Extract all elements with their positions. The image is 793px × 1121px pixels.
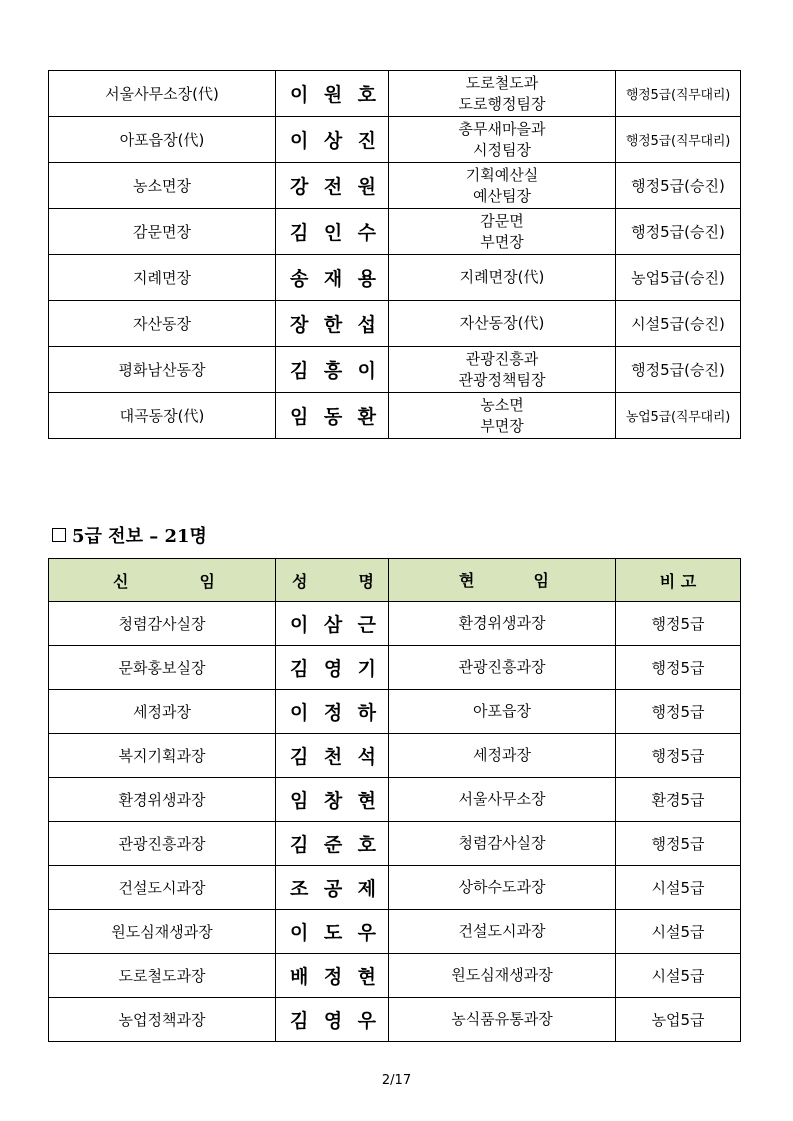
- new-post-cell: 원도심재생과장: [49, 910, 276, 954]
- current-post-cell: [389, 347, 616, 393]
- person-name: [276, 874, 388, 901]
- table-row: [49, 910, 741, 954]
- current-post-line: 농소면: [480, 395, 524, 414]
- name-char: 재: [323, 268, 343, 290]
- current-post-line: 기획예산실: [465, 165, 539, 184]
- name-char: 진: [357, 130, 376, 152]
- current-post-line: 자산동장(代): [459, 314, 545, 332]
- new-post-cell: 관광진흥과장: [49, 822, 276, 866]
- current-post-line: 예산팀장: [473, 186, 531, 205]
- table-row: [49, 822, 741, 866]
- name-char: 우: [357, 1010, 376, 1032]
- new-post-cell: 아포읍장(代): [49, 117, 276, 163]
- note-cell: 행정5급(승진): [616, 209, 741, 255]
- new-post-cell: 평화남산동장: [49, 347, 276, 393]
- name-cell: [276, 71, 389, 117]
- name-char: 하: [357, 702, 376, 724]
- name-cell: [276, 954, 389, 998]
- header-name: 성 명: [276, 559, 389, 602]
- current-post-cell: 농식품유통과장: [389, 998, 616, 1042]
- name-char: 용: [357, 268, 376, 290]
- name-char: 정: [323, 966, 343, 988]
- name-char: 김: [290, 222, 309, 244]
- note-cell: 행정5급: [616, 822, 741, 866]
- table-row: [49, 954, 741, 998]
- name-cell: [276, 117, 389, 163]
- name-cell: [276, 822, 389, 866]
- current-post-cell: [389, 71, 616, 117]
- name-char: 도: [323, 922, 343, 944]
- table-row: [49, 602, 741, 646]
- name-cell: [276, 778, 389, 822]
- new-post-cell: 농소면장: [49, 163, 276, 209]
- header-current-post: 현 임: [389, 559, 616, 602]
- current-post-line: 부면장: [480, 232, 524, 251]
- name-char: 송: [290, 268, 309, 290]
- name-cell: [276, 393, 389, 439]
- new-post-cell: 감문면장: [49, 209, 276, 255]
- current-post-cell: 건설도시과장: [389, 910, 616, 954]
- name-char: 김: [290, 746, 309, 768]
- note-cell: 농업5급: [616, 998, 741, 1042]
- person-name: [276, 918, 388, 945]
- name-cell: [276, 255, 389, 301]
- current-post-cell: [389, 163, 616, 209]
- current-post-cell: 관광진흥과장: [389, 646, 616, 690]
- person-name: [276, 654, 388, 681]
- name-char: 이: [290, 702, 309, 724]
- note-cell: 행정5급: [616, 646, 741, 690]
- note-cell: 농업5급(직무대리): [616, 393, 741, 439]
- section-title-text: 5급 전보 – 21명: [72, 526, 207, 547]
- name-char: 호: [357, 84, 376, 106]
- name-char: 동: [323, 406, 343, 428]
- current-post-cell: 서울사무소장: [389, 778, 616, 822]
- person-name: [276, 218, 388, 245]
- name-char: 상: [323, 130, 343, 152]
- table-row: [49, 866, 741, 910]
- person-name: [276, 698, 388, 725]
- new-post-cell: 농업정책과장: [49, 998, 276, 1042]
- name-char: 임: [290, 790, 309, 812]
- new-post-cell: 환경위생과장: [49, 778, 276, 822]
- name-char: 이: [290, 922, 309, 944]
- name-char: 이: [290, 130, 309, 152]
- name-char: 영: [323, 658, 343, 680]
- table-row: [49, 301, 741, 347]
- name-char: 호: [357, 834, 376, 856]
- table-header-row: [49, 559, 741, 602]
- note-cell: 시설5급: [616, 954, 741, 998]
- header-note: 비 고: [616, 559, 741, 602]
- note-cell: 환경5급: [616, 778, 741, 822]
- name-char: 섭: [357, 314, 376, 336]
- person-name: [276, 356, 388, 383]
- person-name: [276, 172, 388, 199]
- table-row: [49, 646, 741, 690]
- table-row: [49, 998, 741, 1042]
- name-char: 전: [323, 176, 343, 198]
- name-char: 제: [357, 878, 376, 900]
- current-post-line: 감문면: [480, 211, 524, 230]
- new-post-cell: 도로철도과장: [49, 954, 276, 998]
- current-post-cell: 원도심재생과장: [389, 954, 616, 998]
- name-char: 우: [357, 922, 376, 944]
- current-post-line: 총무새마을과: [458, 119, 546, 138]
- name-cell: [276, 998, 389, 1042]
- checkbox-icon: [52, 528, 66, 542]
- name-char: 현: [357, 790, 376, 812]
- current-post-line: 관광진흥과: [465, 349, 539, 368]
- name-char: 기: [357, 658, 376, 680]
- name-char: 창: [323, 790, 343, 812]
- new-post-cell: 복지기획과장: [49, 734, 276, 778]
- name-char: 정: [323, 702, 343, 724]
- new-post-cell: 문화홍보실장: [49, 646, 276, 690]
- name-char: 장: [290, 314, 309, 336]
- name-char: 준: [323, 834, 343, 856]
- new-post-cell: 자산동장: [49, 301, 276, 347]
- name-char: 원: [357, 176, 376, 198]
- new-post-cell: 청렴감사실장: [49, 602, 276, 646]
- current-post-cell: [389, 393, 616, 439]
- name-cell: [276, 690, 389, 734]
- note-cell: 행정5급: [616, 734, 741, 778]
- person-name: [276, 742, 388, 769]
- name-char: 임: [290, 406, 309, 428]
- person-name: [276, 610, 388, 637]
- person-name: [276, 310, 388, 337]
- new-post-cell: 지례면장: [49, 255, 276, 301]
- table-row: [49, 393, 741, 439]
- table-row: [49, 347, 741, 393]
- page-number: 2/17: [381, 1073, 412, 1088]
- table-row: [49, 117, 741, 163]
- note-cell: 시설5급: [616, 910, 741, 954]
- person-name: [276, 962, 388, 989]
- name-char: 조: [290, 878, 309, 900]
- name-cell: [276, 602, 389, 646]
- person-name: [276, 786, 388, 813]
- new-post-cell: 서울사무소장(代): [49, 71, 276, 117]
- name-char: 김: [290, 834, 309, 856]
- note-cell: 행정5급(직무대리): [616, 71, 741, 117]
- name-cell: [276, 209, 389, 255]
- current-post-cell: [389, 117, 616, 163]
- current-post-cell: 아포읍장: [389, 690, 616, 734]
- note-cell: 행정5급(승진): [616, 347, 741, 393]
- note-cell: 행정5급(승진): [616, 163, 741, 209]
- new-post-cell: 건설도시과장: [49, 866, 276, 910]
- name-char: 한: [323, 314, 343, 336]
- name-char: 김: [290, 658, 309, 680]
- name-char: 환: [357, 406, 376, 428]
- table-row: [49, 255, 741, 301]
- current-post-cell: 세정과장: [389, 734, 616, 778]
- name-cell: [276, 866, 389, 910]
- name-cell: [276, 910, 389, 954]
- name-char: 공: [323, 878, 343, 900]
- name-char: 수: [357, 222, 376, 244]
- appointment-table-continued: [48, 70, 741, 439]
- name-char: 현: [357, 966, 376, 988]
- name-char: 이: [290, 84, 309, 106]
- note-cell: 시설5급: [616, 866, 741, 910]
- person-name: [276, 830, 388, 857]
- current-post-line: 지례면장(代): [459, 268, 545, 286]
- name-cell: [276, 163, 389, 209]
- current-post-cell: 청렴감사실장: [389, 822, 616, 866]
- current-post-line: 도로철도과: [465, 73, 539, 92]
- name-char: 이: [357, 360, 376, 382]
- name-cell: [276, 301, 389, 347]
- table-row: [49, 163, 741, 209]
- current-post-cell: [389, 255, 616, 301]
- name-char: 삼: [323, 614, 343, 636]
- person-name: [276, 1006, 388, 1033]
- current-post-line: 도로행정팀장: [458, 94, 546, 113]
- table-row: [49, 209, 741, 255]
- table-row: [49, 690, 741, 734]
- name-cell: [276, 646, 389, 690]
- table-row: [49, 71, 741, 117]
- name-char: 배: [290, 966, 309, 988]
- name-cell: [276, 347, 389, 393]
- current-post-cell: [389, 209, 616, 255]
- name-char: 인: [323, 222, 343, 244]
- name-char: 김: [290, 360, 309, 382]
- person-name: [276, 80, 388, 107]
- current-post-line: 시정팀장: [473, 140, 531, 159]
- new-post-cell: 대곡동장(代): [49, 393, 276, 439]
- note-cell: 행정5급: [616, 602, 741, 646]
- current-post-cell: 환경위생과장: [389, 602, 616, 646]
- name-char: 근: [357, 614, 376, 636]
- current-post-cell: 상하수도과장: [389, 866, 616, 910]
- name-char: 천: [323, 746, 343, 768]
- name-char: 흥: [323, 360, 343, 382]
- name-char: 석: [357, 746, 376, 768]
- name-char: 이: [290, 614, 309, 636]
- section-title: [52, 522, 207, 548]
- note-cell: 농업5급(승진): [616, 255, 741, 301]
- name-char: 김: [290, 1010, 309, 1032]
- note-cell: 행정5급: [616, 690, 741, 734]
- header-new-post: 신 임: [49, 559, 276, 602]
- name-char: 영: [323, 1010, 343, 1032]
- name-char: 원: [323, 84, 343, 106]
- note-cell: 시설5급(승진): [616, 301, 741, 347]
- person-name: [276, 264, 388, 291]
- current-post-cell: [389, 301, 616, 347]
- note-cell: 행정5급(직무대리): [616, 117, 741, 163]
- grade5-transfer-table: [48, 558, 741, 1042]
- name-char: 강: [290, 176, 309, 198]
- table-row: [49, 778, 741, 822]
- current-post-line: 관광정책팀장: [458, 370, 546, 389]
- table-row: [49, 734, 741, 778]
- name-cell: [276, 734, 389, 778]
- person-name: [276, 402, 388, 429]
- new-post-cell: 세정과장: [49, 690, 276, 734]
- current-post-line: 부면장: [480, 416, 524, 435]
- person-name: [276, 126, 388, 153]
